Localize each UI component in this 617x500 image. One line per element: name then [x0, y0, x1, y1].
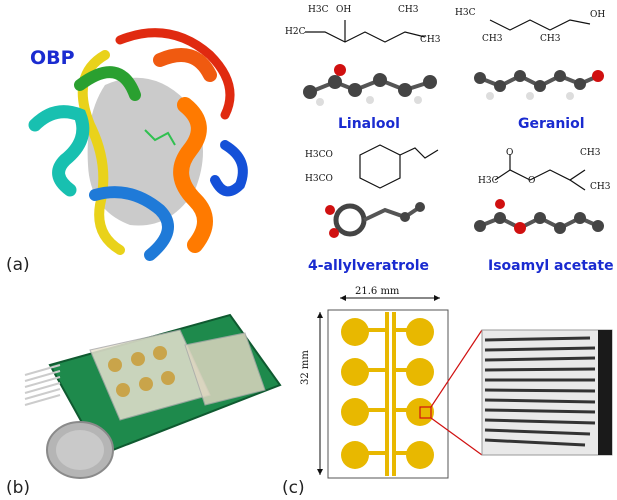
linalool-label-h3c: H3C: [308, 5, 329, 15]
geraniol-label-h3c: H3C: [455, 8, 476, 18]
linalool-label-oh: OH: [336, 5, 352, 15]
allylveratrole-ball-model: [320, 195, 430, 245]
geraniol-ball-model: [470, 58, 610, 103]
allylveratrole-label-h3co-b: H3CO: [305, 174, 333, 184]
isoamyl-label-ch3a: CH3: [580, 148, 601, 158]
molecule-name-linalool: Linalool: [338, 116, 400, 132]
linalool-ball-model: [300, 62, 450, 107]
chip-height-label: 32 mm: [300, 350, 311, 385]
isoamyl-label-o-mid: O: [528, 176, 536, 186]
molecule-name-4-allylveratrole: 4-allylveratrole: [308, 258, 430, 274]
isoamyl-label-ch3b: CH3: [590, 182, 611, 192]
chip-width-label: 21.6 mm: [355, 286, 400, 297]
geraniol-label-ch3b: CH3: [540, 34, 561, 44]
panel-label-c: (c): [282, 478, 305, 498]
isoamyl-acetate-ball-model: [470, 198, 610, 248]
electrode-chip-layout: [310, 290, 617, 500]
isoamyl-label-o-top: O: [506, 148, 514, 158]
linalool-label-ch3a: CH3: [398, 5, 419, 15]
panel-label-b: (b): [6, 478, 31, 498]
linalool-label-ch3b: CH3: [420, 35, 441, 45]
molecule-name-geraniol: Geraniol: [518, 116, 585, 132]
sensor-board-photo: [20, 305, 285, 485]
protein-label: OBP: [30, 47, 75, 69]
linalool-label-h2c: H2C: [285, 27, 306, 37]
molecule-name-isoamyl-acetate: Isoamyl acetate: [488, 258, 614, 274]
geraniol-label-oh: OH: [590, 10, 606, 20]
allylveratrole-label-h3co-a: H3CO: [305, 150, 333, 160]
geraniol-label-ch3a: CH3: [482, 34, 503, 44]
geraniol-structure: [470, 2, 610, 52]
isoamyl-label-h3c: H3C: [478, 176, 499, 186]
allylveratrole-structure: [320, 140, 440, 200]
panel-label-a: (a): [6, 255, 30, 275]
